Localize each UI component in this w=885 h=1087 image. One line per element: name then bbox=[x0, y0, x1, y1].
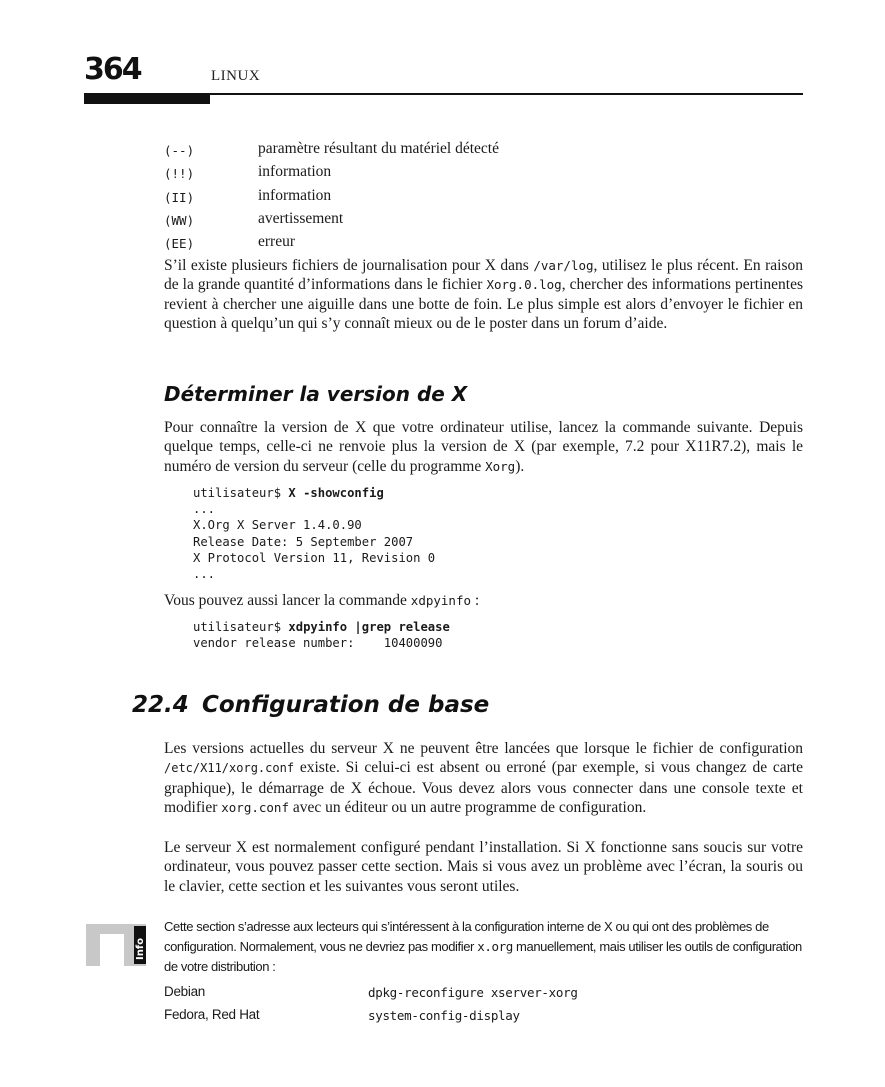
log-level-desc: information bbox=[258, 163, 332, 180]
inline-code-path: /var/log bbox=[533, 258, 594, 273]
text-run: ). bbox=[515, 457, 525, 475]
log-level-code: (WW) bbox=[164, 213, 195, 228]
shell-command: xdpyinfo |grep release bbox=[288, 620, 450, 634]
log-level-code: (!!) bbox=[164, 166, 195, 181]
text-run: : bbox=[471, 592, 480, 609]
log-level-code: (--) bbox=[164, 143, 195, 158]
inline-code-filename: xorg.conf bbox=[221, 800, 289, 816]
info-icon bbox=[86, 924, 146, 966]
text-run: manuellement, mais utiliser les outils de configuration de votre distribution : bbox=[164, 939, 802, 974]
text-run: avec un éditeur ou un autre programme de configuration. bbox=[288, 799, 647, 817]
text-run: Cette section s’adresse aux lecteurs qui s’intéressent à la configuration interne de X ou qui ont des problèmes de configuration. Normalement, vous ne devriez pas modifier bbox=[164, 919, 769, 954]
inline-code: x.org bbox=[477, 939, 513, 954]
text-run: existe. Si celui-ci est absent ou erroné (par exemple, si vous changez de carte graphique), le démarrage de X échoue. Vous devez alors vous connecter dans une console texte et modifier bbox=[164, 759, 803, 817]
log-level-desc: erreur bbox=[258, 233, 295, 250]
shell-prompt: utilisateur$ bbox=[193, 486, 289, 500]
text-run: Vous pouvez aussi lancer la commande bbox=[164, 592, 411, 609]
text-run: Les versions actuelles du serveur X ne peuvent être lancées que lorsque le fichier de configuration bbox=[164, 740, 803, 757]
xdpyinfo-paragraph bbox=[164, 591, 803, 610]
tool-command: dpkg-reconfigure xserver-xorg bbox=[368, 985, 578, 1000]
section-heading: Déterminer la version de X bbox=[164, 382, 468, 406]
section-title: Configuration de base bbox=[202, 692, 490, 718]
inline-code-command: xdpyinfo bbox=[410, 593, 472, 608]
text-run: , chercher des informations pertinentes revient à chercher une aiguille dans une botte de foin. Le plus simple est alors d’envoyer le fichier en question à quelqu’un qui s’y connaît mieux ou de le poster dans un forum d’aide. bbox=[164, 276, 803, 333]
code-output-line: ... bbox=[193, 502, 216, 517]
distro-name: Fedora, Red Hat bbox=[164, 1007, 260, 1022]
log-level-desc: information bbox=[258, 187, 332, 204]
tool-row bbox=[164, 984, 578, 1000]
text-run: S’il existe plusieurs fichiers de journalisation pour X dans bbox=[164, 257, 534, 274]
shell-command: X -showconfig bbox=[288, 486, 384, 500]
text-run: Pour connaître la version de X que votre ordinateur utilise, lancez la commande suivante. Depuis quelque temps, celle-ci ne renvoie plus la version de X (par exemple, 7.2 pour X11R7.2), mais le numéro de version du serveur (celle du programme bbox=[164, 419, 803, 475]
tool-row bbox=[164, 1007, 520, 1023]
logfile-paragraph bbox=[164, 256, 803, 334]
log-level-desc: avertissement bbox=[258, 210, 344, 227]
log-level-code: (II) bbox=[164, 190, 195, 205]
log-level-code: (EE) bbox=[164, 236, 195, 251]
code-output-line: X Protocol Version 11, Revision 0 bbox=[193, 550, 436, 565]
code-output-line: ... bbox=[193, 567, 216, 582]
header-rule-block bbox=[84, 93, 210, 104]
info-icon-label: Info bbox=[135, 937, 146, 960]
tool-command: system-config-display bbox=[368, 1008, 520, 1023]
version-paragraph bbox=[164, 418, 803, 476]
code-output-line: X.Org X Server 1.4.0.90 bbox=[193, 518, 362, 533]
text-run: , utilisez le plus récent. En raison de la grande quantité d’informations dans le fichier bbox=[164, 257, 803, 294]
shell-prompt: utilisateur$ bbox=[193, 620, 289, 634]
code-block-showconfig bbox=[193, 485, 435, 582]
distro-name: Debian bbox=[164, 984, 205, 999]
running-title: LINUX bbox=[211, 68, 261, 84]
chapter-section-heading bbox=[132, 692, 489, 718]
inline-code-filename: Xorg.0.log bbox=[486, 277, 562, 293]
info-note bbox=[164, 917, 804, 977]
code-output-line: Release Date: 5 September 2007 bbox=[193, 534, 414, 549]
inline-code-path: /etc/X11/xorg.conf bbox=[164, 761, 295, 776]
code-block-xdpyinfo bbox=[193, 619, 450, 651]
code-output-line: vendor release number: 10400090 bbox=[193, 636, 443, 651]
inline-code-program: Xorg bbox=[485, 458, 516, 474]
config-paragraph-1 bbox=[164, 739, 803, 818]
config-paragraph-2: Le serveur X est normalement configuré pendant l’installation. Si X fonctionne sans soucis sur votre ordinateur, vous pouvez passer cette section. Mais si vous avez un problème avec l’écran, la souris ou le clavier, cette section et les suivantes vous seront utiles. bbox=[164, 839, 803, 895]
log-level-desc: paramètre résultant du matériel détecté bbox=[258, 140, 499, 157]
page-number: 364 bbox=[84, 52, 141, 87]
section-number: 22.4 bbox=[132, 692, 189, 718]
